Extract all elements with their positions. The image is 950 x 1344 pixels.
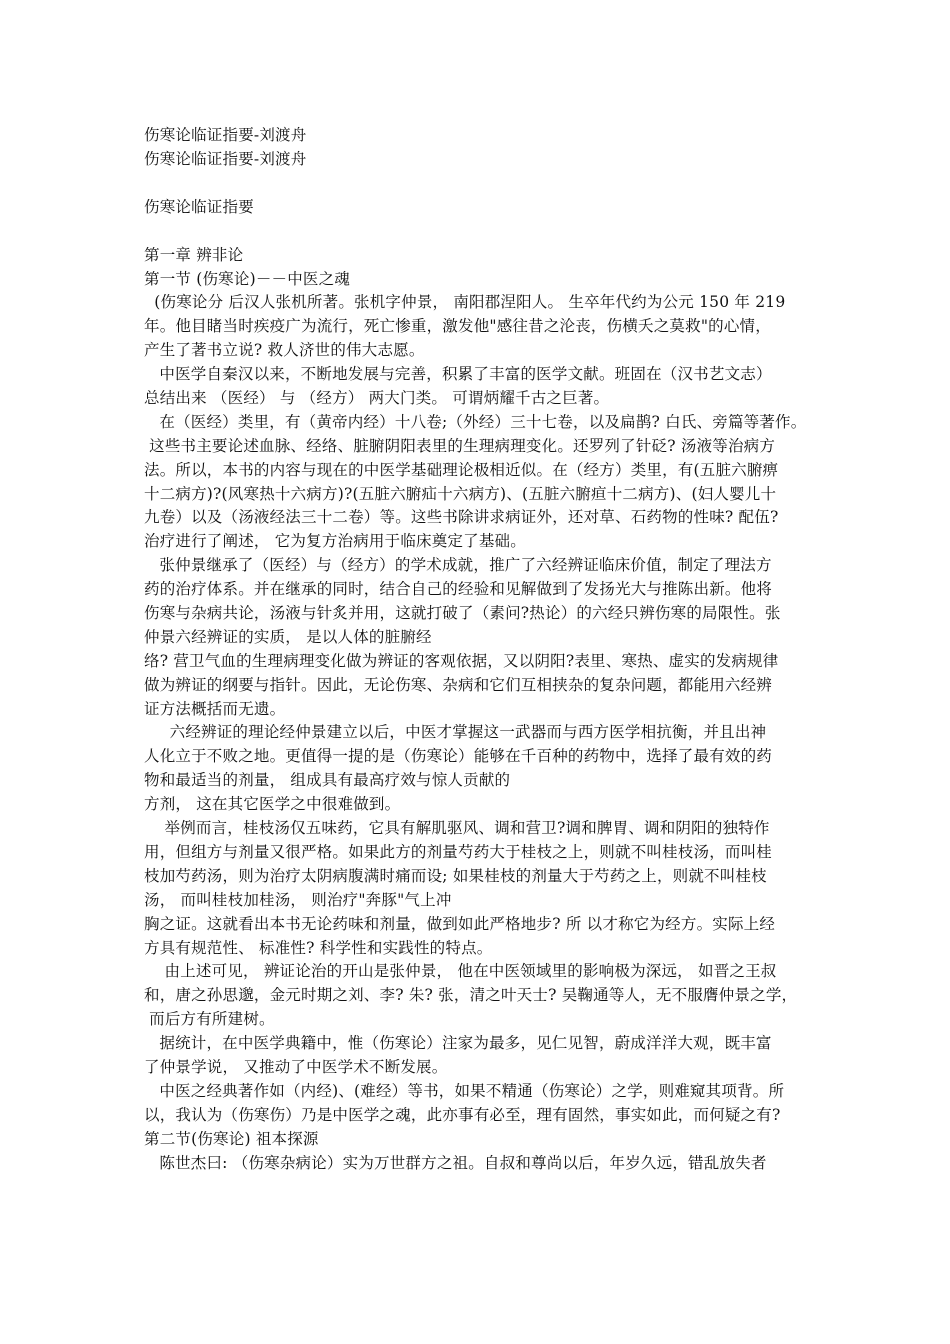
body-line: 汤， 而叫桂枝加桂汤， 则治疗"奔豚"气上冲: [144, 890, 452, 909]
body-line: 伤寒与杂病共论，汤液与针炙并用，这就打破了（素问?热论）的六经只辨伤寒的局限性。张: [144, 604, 781, 623]
spacer: [144, 172, 810, 196]
body-line: 做为辨证的纲要与指针。因此，无论伤寒、杂病和它们互相挟杂的复杂问题，都能用六经辨: [144, 675, 773, 694]
body-line: 用，但组方与剂量又很严格。如果此方的剂量芍药大于桂枝之上，则就不叫桂枝汤，而叫桂: [144, 842, 773, 861]
body-text: [144, 291, 810, 1127]
body-line: 六经辨证的理论经仲景建立以后，中医才掌握这一武器而与西方医学相抗衡，并且出神: [144, 723, 767, 742]
document-page: [144, 124, 810, 1175]
body-line: 胸之证。这就看出本书无论药味和剂量，做到如此严格地步? 所 以才称它为经方。实际上经: [144, 914, 776, 933]
body-line: 总结出来 （医经） 与 （经方） 两大门类。 可谓炳耀千古之巨著。: [144, 389, 610, 408]
book-title: 伤寒论临证指要: [144, 197, 254, 216]
body-line: 了仲景学说， 又推动了中医学术不断发展。: [144, 1057, 448, 1076]
body-line: 举例而言，桂枝汤仅五味药，它具有解肌驱风、调和营卫?调和脾胃、调和阴阳的独特作: [144, 819, 770, 838]
body-line: 以，我认为（伤寒伤）乃是中医学之魂，此亦事有必至，理有固然，事实如此，而何疑之有?: [144, 1105, 781, 1124]
body-line: 这些书主要论述血脉、经络、脏腑阴阳表里的生理病理变化。还罗列了针砭? 汤液等治病方: [144, 436, 776, 455]
body-line: 九卷）以及（汤液经法三十二卷）等。这些书除讲求病证外，还对草、石药物的性味? 配伍?: [144, 508, 779, 527]
body-line: 在（医经）类里，有（黄帝内经）十八卷;（外经）三十七卷，以及扁鹊? 白氏、旁篇等著作。: [144, 412, 807, 431]
header-line: 伤寒论临证指要-刘渡舟: [144, 126, 307, 144]
body-line: (伤寒论分 后汉人张机所著。张机字仲景， 南阳郡涅阳人。 生卒年代约为公元 150 年 219: [144, 293, 786, 312]
body-line: 治疗进行了阐述， 它为复方治病用于临床奠定了基础。: [144, 532, 526, 551]
body-line: 由上述可见， 辨证论治的开山是张仲景， 他在中医领域里的影响极为深远， 如晋之王叔: [144, 962, 777, 981]
section-title: 第二节(伤寒论) 祖本探源: [144, 1129, 319, 1148]
body-line: 方剂， 这在其它医学之中很难做到。: [144, 795, 401, 814]
body-line: 仲景六经辨证的实质， 是以人体的脏腑经: [144, 627, 432, 646]
body-line: 方具有规范性、 标准性? 科学性和实践性的特点。: [144, 938, 493, 957]
body-line: 十二病方)?(风寒热十六病方)?(五脏六腑疝十六病方)、(五脏六腑疸十二病方)、(妇人婴儿十: [144, 484, 777, 503]
body-line: 张仲景继承了（医经）与（经方）的学术成就，推广了六经辨证临床价值，制定了理法方: [144, 556, 772, 575]
header-line: 伤寒论临证指要-刘渡舟: [144, 149, 307, 168]
body-line: 和，唐之孙思邈，金元时期之刘、李? 朱? 张，清之叶天士? 吴鞠通等人，无不服膺仲景之学，: [144, 986, 798, 1005]
body-line: 枝加芍药汤，则为治疗太阴病腹满时痛而设; 如果桂枝的剂量大于芍药之上，则就不叫桂枝: [144, 866, 767, 885]
spacer: [144, 220, 810, 244]
body-line: 而后方有所建树。: [144, 1010, 275, 1029]
body-line: 产生了著书立说? 救人济世的伟大志愿。: [144, 341, 425, 360]
body-line: 陈世杰曰: （伤寒杂病论）实为万世群方之祖。自叔和尊尚以后，年岁久远，错乱放失者: [144, 1153, 767, 1172]
body-line: 药的治疗体系。并在继承的同时，结合自己的经验和见解做到了发扬光大与推陈出新。他将: [144, 580, 773, 599]
body-line: 人化立于不败之地。更值得一提的是（伤寒论）能够在千百种的药物中，选择了最有效的药: [144, 747, 773, 766]
chapter-title: 第一章 辨非论: [144, 245, 244, 264]
body-line: 年。他目睹当时疾疫广为流行，死亡惨重，激发他"感往昔之沦丧，伤横夭之莫救"的心情，: [144, 317, 771, 336]
body-line: 络? 营卫气血的生理病理变化做为辨证的客观依据，又以阴阳?表里、寒热、虚实的发病规律: [144, 651, 779, 670]
section-title: 第一节 (伤寒论)－－中医之魂: [144, 269, 351, 288]
body-line: 据统计，在中医学典籍中，惟（伤寒论）注家为最多，见仁见智，蔚成洋洋大观，既丰富: [144, 1034, 772, 1053]
body-line: 证方法概括而无遗。: [144, 699, 286, 718]
body-line: 中医学自秦汉以来，不断地发展与完善，积累了丰富的医学文献。班固在（汉书艺文志）: [144, 365, 772, 384]
body-line: 法。所以，本书的内容与现在的中医学基础理论极相近似。在（经方）类里，有(五脏六腑痹: [144, 460, 779, 479]
body-line: 物和最适当的剂量， 组成具有最高疗效与惊人贡献的: [144, 771, 511, 790]
body-line: 中医之经典著作如（内经)、(难经）等书，如果不精通（伤寒论）之学，则难窥其项背。所: [144, 1081, 785, 1100]
